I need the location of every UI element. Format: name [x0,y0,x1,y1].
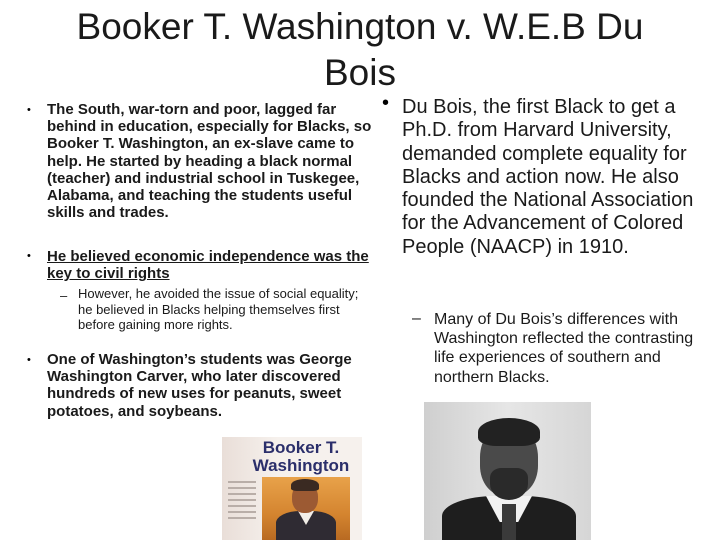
left-sub-bullet: However, he avoided the issue of social equality; he believed in Blacks helping themselves first before gaining more rights. [78,286,359,333]
washington-portrait [262,477,350,540]
bullet-marker: • [27,250,31,262]
booker-washington-book-cover [222,437,362,540]
left-bullet-1: The South, war-torn and poor, lagged far behind in education, especially for Blacks, so Booker T. Washington, an ex-slave came to help. He started by heading a black normal (teacher) and industrial school in Tuskegee, Alabama, and teaching the students useful skills and trades. [47,101,372,222]
left-bullet-2: He believed economic independence was the key to civil rights [47,248,369,283]
book-text-lines [228,481,256,531]
right-sub-bullet: Many of Du Bois’s differences with Washington reflected the contrasting life experiences of southern and northern Blacks. [434,311,694,386]
du-bois-photo [424,402,591,540]
bullet-marker: • [27,354,31,366]
book-cover-title: Booker T. Washington [252,438,350,475]
bullet-marker: • [382,92,390,114]
sub-bullet-dash: – [60,288,68,303]
right-bullet: Du Bois, the first Black to get a Ph.D. from Harvard University, demanded complete equality for Blacks and action now. He also founded the National Association for the Advancement of Colored People (NAACP) in 1910. [402,96,694,258]
bullet-marker: • [27,104,31,116]
slide-title: Booker T. Washington v. W.E.B Du Bois [76,6,644,93]
left-bullet-3: One of Washington’s students was George Washington Carver, who later discovered hundreds of new uses for peanuts, sweet potatoes, and soybeans. [47,351,352,420]
sub-bullet-dash: – [412,310,421,327]
